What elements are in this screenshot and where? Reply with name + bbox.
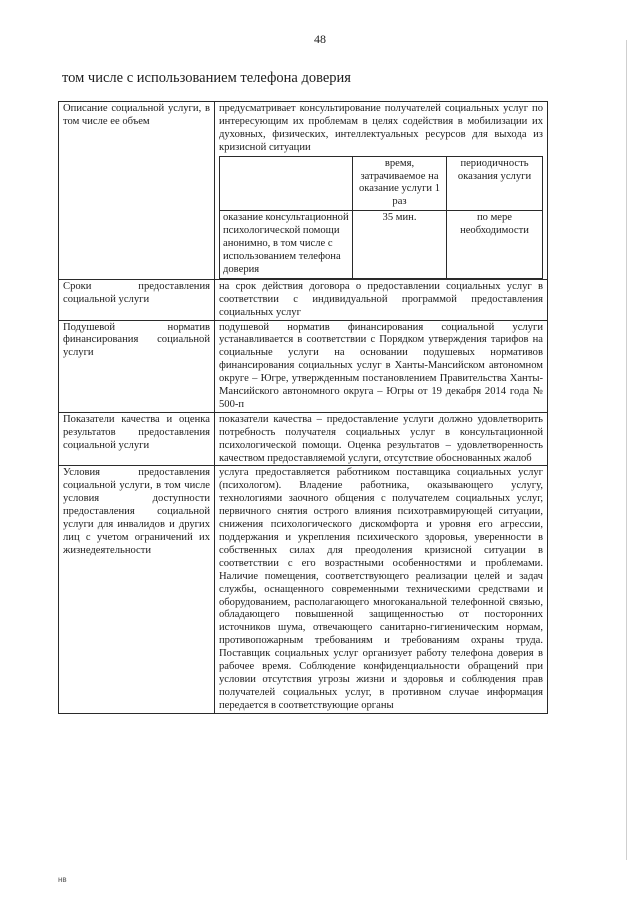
- table-row: [59, 320, 548, 412]
- inner-header-periodicity: периодичность оказания услуги: [447, 156, 543, 211]
- row-value: подушевой норматив финансирования социальной услуги устанавливается в соответствии с Порядком утверждения тарифов на социальные услуги на основании подушевых нормативов финансирования социальных услуг в Ханты-Мансийском автономном округе – Югре, утвержденным постановлением Правительства Ханты-Мансийского автономного округа – Югры от 19 декабря 2014 года № 500-п: [215, 320, 548, 412]
- page-number: 48: [314, 32, 326, 46]
- inner-service-name: оказание консультационной психологической помощи анонимно, в том числе с использованием телефона доверия: [220, 211, 353, 279]
- inner-header-empty: [220, 156, 353, 211]
- table-row: [59, 412, 548, 466]
- row-value: услуга предоставляется работником поставщика социальных услуг (психологом). Владение работника, оказывающего услугу, технологиями заочного общения с получателем социальных услуг, первичного снятия острого влияния психотравмирующей ситуации, снижения психологического дискомфорта и уровня его агрессии, поддержания и укрепления психического здоровья, уверенности в собственных силах для преодоления кризисной ситуации в соответствии с его возрастными особенностями и проблемами. Наличие помещения, соответствующего реализации целей и задач службы, оснащенного современными техническими средствами и оборудованием, располагающего многоканальной телефонной связью, обладающего повышенной защищенностью от посторонних источников шума, отвечающего санитарно-гигиеническим нормам, противопожарным требованиям и требованиям охраны труда. Поставщик социальных услуг организует работу телефона доверия в рабочее время. Соблюдение конфиденциальности обращений при условии отсутствия угрозы жизни и здоровья и соблюдения прав получателей социальных услуг, в противном случае информация передается в соответствующие органы: [215, 466, 548, 713]
- row-label: Подушевой норматив финансирования социальной услуги: [59, 320, 215, 412]
- intro-line: том числе с использованием телефона доверия: [62, 70, 351, 86]
- row-label: Сроки предоставления социальной услуги: [59, 279, 215, 320]
- row-label: Описание социальной услуги, в том числе ее объем: [59, 102, 215, 280]
- scan-edge-line: [626, 40, 627, 860]
- time-periodicity-table: [219, 156, 543, 279]
- table-row: [59, 102, 548, 280]
- inner-data-row: [220, 211, 543, 279]
- row-label: Показатели качества и оценка результатов предоставления социальной услуги: [59, 412, 215, 466]
- table-row: [59, 466, 548, 713]
- inner-periodicity-value: по мере необходимости: [447, 211, 543, 279]
- inner-header-row: [220, 156, 543, 211]
- row-value: [215, 102, 548, 280]
- table-row: [59, 279, 548, 320]
- footer-mark: нв: [58, 875, 67, 884]
- inner-header-time: время, затрачиваемое на оказание услуги 1 раз: [353, 156, 447, 211]
- row-label: Условия предоставления социальной услуги, в том числе условия доступности предоставления социальной услуги для инвалидов и других лиц с учетом ограничений их жизнедеятельности: [59, 466, 215, 713]
- row-value: показатели качества – предоставление услуги должно удовлетворить потребность получателя социальных услуг в консультационной психологической помощи. Оценка результатов – удовлетворенность качеством предоставляемой услуги, отсутствие обоснованных жалоб: [215, 412, 548, 466]
- inner-time-value: 35 мин.: [353, 211, 447, 279]
- service-description-table: [58, 101, 548, 714]
- row-value-text: предусматривает консультирование получателей социальных услуг по интересующим их проблемам в целях содействия в мобилизации их духовных, физических, интеллектуальных ресурсов для выхода из кризисной ситуации: [219, 103, 543, 153]
- row-value: на срок действия договора о предоставлении социальных услуг в соответствии с индивидуальной программой предоставления социальных услуг: [215, 279, 548, 320]
